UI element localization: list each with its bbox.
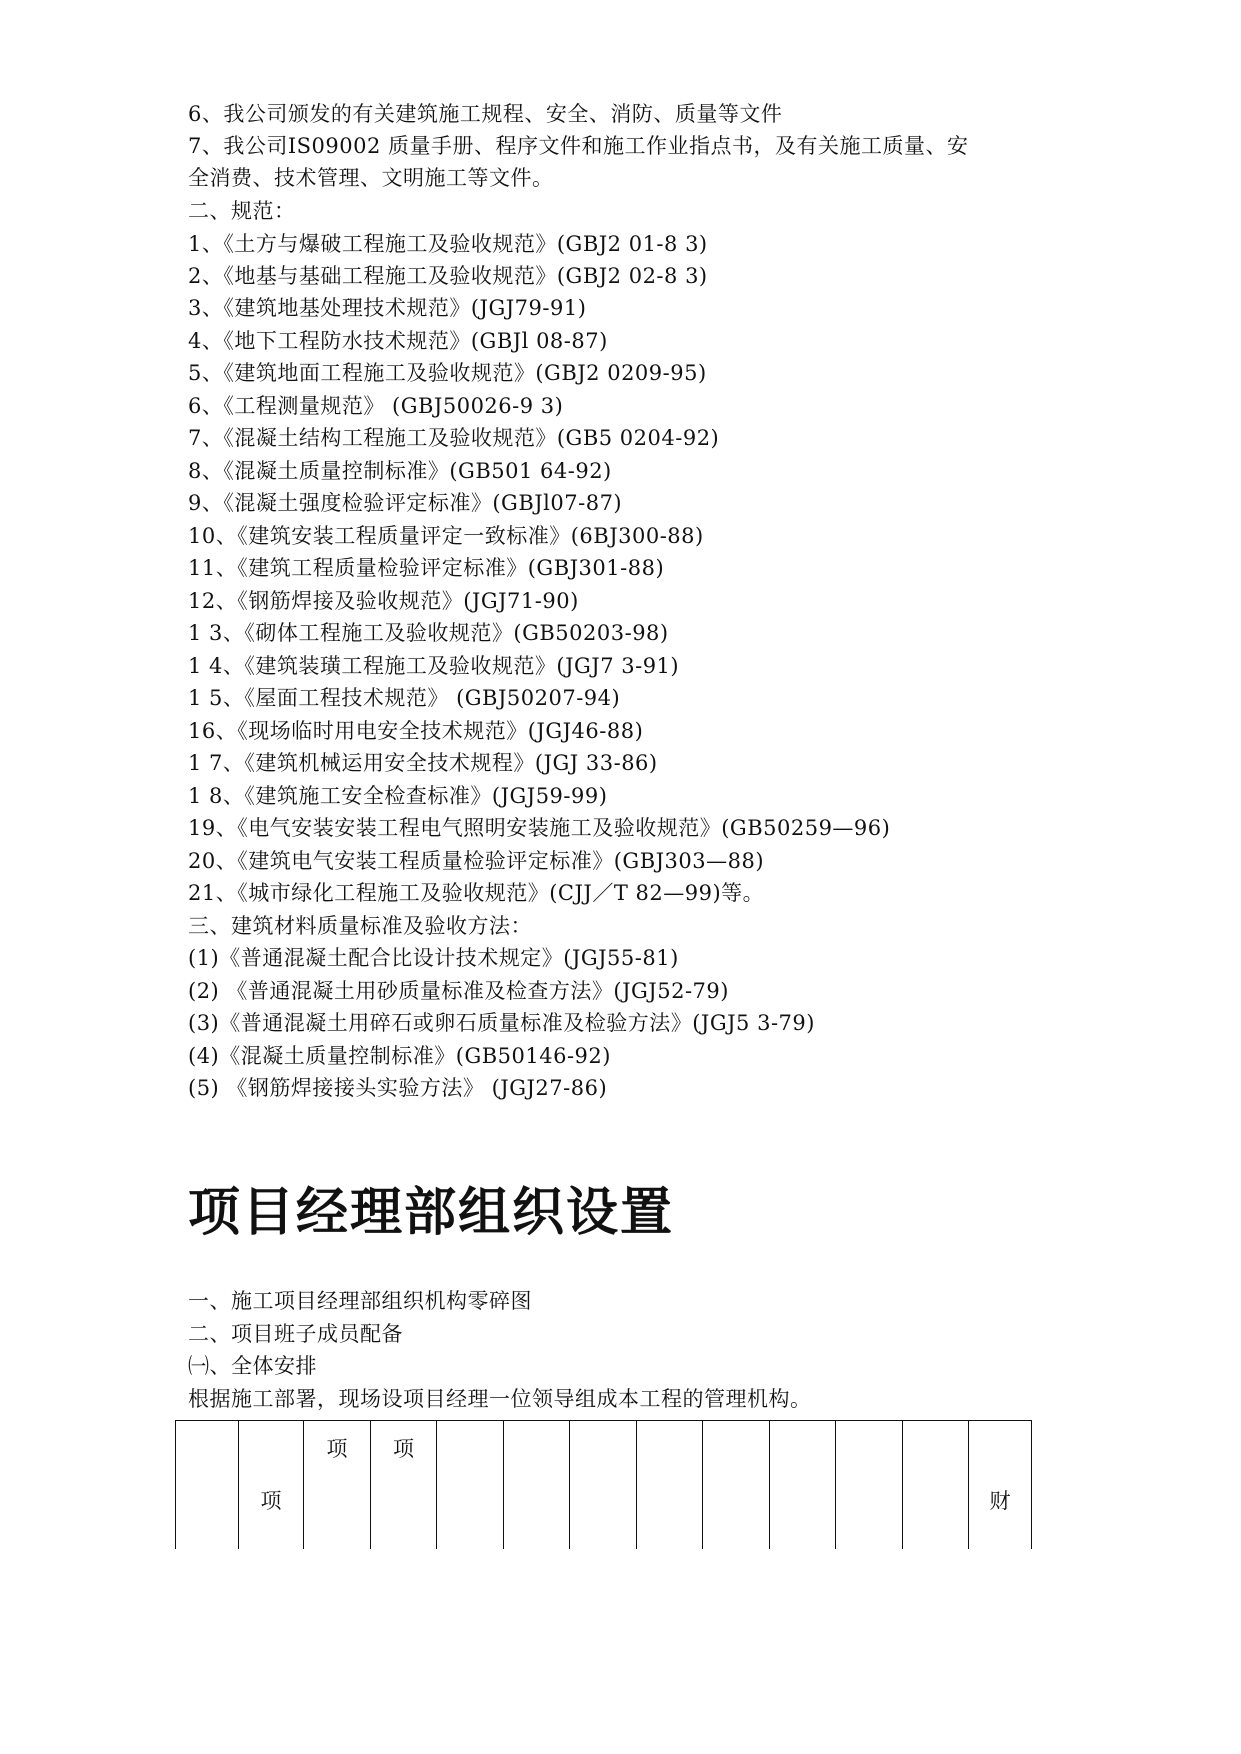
list-item: 21、《城市绿化工程施工及验收规范》(CJJ／T 82—99)等。 xyxy=(188,881,765,905)
text-line: ㈠、全体安排 xyxy=(188,1354,317,1378)
list-item: 2、《地基与基础工程施工及验收规范》(GBJ2 02-8 3) xyxy=(188,264,708,288)
table-cell xyxy=(703,1421,770,1550)
list-item: 4、《地下工程防水技术规范》(GBJl 08-87) xyxy=(188,329,608,353)
text-line: 一、施工项目经理部组织机构零碎图 xyxy=(188,1289,532,1313)
list-item: 20、《建筑电气安装工程质量检验评定标准》(GBJ303—88) xyxy=(188,849,765,873)
list-item: 7、《混凝土结构工程施工及验收规范》(GB5 0204-92) xyxy=(188,426,720,450)
text-line: 7、我公司IS09002 质量手册、程序文件和施工作业指点书，及有关施工质量、安 xyxy=(188,134,969,158)
list-item: (1)《普通混凝土配合比设计技术规定》(JGJ55-81) xyxy=(188,946,679,970)
list-item: 5、《建筑地面工程施工及验收规范》(GBJ2 0209-95) xyxy=(188,361,707,385)
list-item: (5) 《钢筋焊接接头实验方法》 (JGJ27-86) xyxy=(188,1076,608,1100)
text-line: 二、项目班子成员配备 xyxy=(188,1322,403,1346)
list-item: 1 3、《砌体工程施工及验收规范》(GB50203-98) xyxy=(188,621,669,645)
list-item: 1、《土方与爆破工程施工及验收规范》(GBJ2 01-8 3) xyxy=(188,232,708,256)
text-line: 全消费、技术管理、文明施工等文件。 xyxy=(188,166,554,190)
table-cell xyxy=(836,1421,903,1550)
table-cell xyxy=(570,1421,637,1550)
list-item: 6、《工程测量规范》 (GBJ50026-9 3) xyxy=(188,394,564,418)
list-item: 1 4、《建筑装璜工程施工及验收规范》(JGJ7 3-91) xyxy=(188,654,680,678)
section-heading: 三、建筑材料质量标准及验收方法： xyxy=(188,914,532,938)
table-row xyxy=(176,1421,1032,1550)
list-item: 19、《电气安装安装工程电气照明安装施工及验收规范》(GB50259—96) xyxy=(188,816,891,840)
list-item: 1 7、《建筑机械运用安全技术规程》(JGJ 33-86) xyxy=(188,751,658,775)
list-item: 1 5、《屋面工程技术规范》 (GBJ50207-94) xyxy=(188,686,621,710)
list-item: 11、《建筑工程质量检验评定标准》(GBJ301-88) xyxy=(188,556,665,580)
table-cell xyxy=(903,1421,969,1550)
section-heading: 二、规范： xyxy=(188,199,296,223)
list-item: 12、《钢筋焊接及验收规范》(JGJ71-90) xyxy=(188,589,579,613)
text-line: 6、我公司颁发的有关建筑施工规程、安全、消防、质量等文件 xyxy=(188,102,783,126)
table-cell xyxy=(437,1421,504,1550)
list-item: 9、《混凝土强度检验评定标准》(GBJl07-87) xyxy=(188,491,623,515)
list-item: (2) 《普通混凝土用砂质量标准及检查方法》(JGJ52-79) xyxy=(188,979,729,1003)
table-cell xyxy=(176,1421,239,1550)
list-item: (4)《混凝土质量控制标准》(GB50146-92) xyxy=(188,1044,611,1068)
list-item: 16、《现场临时用电安全技术规范》(JGJ46-88) xyxy=(188,719,644,743)
list-item: 3、《建筑地基处理技术规范》(JGJ79-91) xyxy=(188,296,587,320)
list-item: 1 8、《建筑施工安全检查标准》(JGJ59-99) xyxy=(188,784,608,808)
list-item: 10、《建筑安装工程质量评定一致标准》(6BJ300-88) xyxy=(188,524,704,548)
table-cell: 项 xyxy=(304,1421,371,1550)
text-line: 根据施工部署，现场设项目经理一位领导组成本工程的管理机构。 xyxy=(188,1387,812,1411)
table-cell: 财 xyxy=(969,1421,1032,1550)
list-item: (3)《普通混凝土用碎石或卵石质量标准及检验方法》(JGJ5 3-79) xyxy=(188,1011,815,1035)
organization-table xyxy=(175,1420,1032,1549)
table-cell xyxy=(770,1421,836,1550)
table-cell: 项 xyxy=(371,1421,437,1550)
list-item: 8、《混凝土质量控制标准》(GB501 64-92) xyxy=(188,459,612,483)
table-cell xyxy=(637,1421,703,1550)
table-cell: 项 xyxy=(239,1421,304,1550)
page-title: 项目经理部组织设置 xyxy=(188,1183,675,1243)
table-cell xyxy=(504,1421,570,1550)
